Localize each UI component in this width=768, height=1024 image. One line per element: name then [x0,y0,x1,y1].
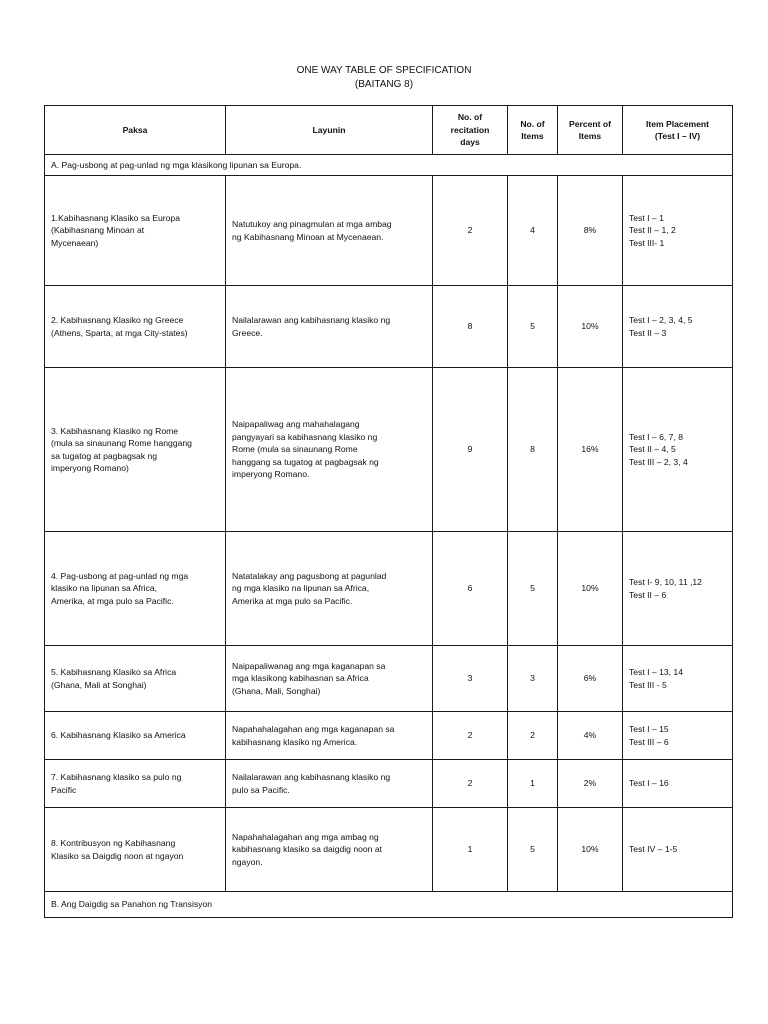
recitation-days-cell: 6 [433,532,508,646]
layunin-cell: Natatalakay ang pagusbong at pagunlad ng mga klasiko na lipunan sa Africa, Amerika at mga pulo sa Pacific. [226,532,433,646]
section-a-label: A. Pag-usbong at pag-unlad ng mga klasikong lipunan sa Europa. [45,155,733,176]
specification-table [44,105,733,918]
placement-cell: Test I – 16 [623,760,733,808]
layunin-cell: Napahahalagahan ang mga kaganapan sa kabihasnang klasiko ng America. [226,712,433,760]
recitation-days-cell: 3 [433,646,508,712]
paksa-cell: 7. Kabihasnang klasiko sa pulo ng Pacific [45,760,226,808]
recitation-days-cell: 2 [433,760,508,808]
paksa-cell: 8. Kontribusyon ng Kabihasnang Klasiko sa Daigdig noon at ngayon [45,808,226,892]
recitation-days-cell: 1 [433,808,508,892]
items-cell: 5 [508,808,558,892]
layunin-cell: Nailalarawan ang kabihasnang klasiko ng Greece. [226,286,433,368]
table-row [45,808,733,892]
layunin-cell: Nailalarawan ang kabihasnang klasiko ng pulo sa Pacific. [226,760,433,808]
table-row [45,646,733,712]
items-cell: 2 [508,712,558,760]
placement-cell: Test I – 13, 14 Test III - 5 [623,646,733,712]
placement-cell: Test IV – 1-5 [623,808,733,892]
percent-cell: 6% [558,646,623,712]
header-item-placement: Item Placement (Test I – IV) [623,106,733,155]
percent-cell: 2% [558,760,623,808]
section-row-b [45,892,733,918]
layunin-cell: Naipapaliwanag ang mga kaganapan sa mga klasikong kabihasnan sa Africa (Ghana, Mali, Songhai) [226,646,433,712]
items-cell: 1 [508,760,558,808]
percent-cell: 10% [558,808,623,892]
percent-cell: 10% [558,286,623,368]
percent-cell: 8% [558,176,623,286]
paksa-cell: 6. Kabihasnang Klasiko sa America [45,712,226,760]
percent-cell: 4% [558,712,623,760]
items-cell: 8 [508,368,558,532]
layunin-cell: Natutukoy ang pinagmulan at mga ambag ng Kabihasnang Minoan at Mycenaean. [226,176,433,286]
section-row-a [45,155,733,176]
header-percent-of-items: Percent of Items [558,106,623,155]
header-no-of-items: No. of Items [508,106,558,155]
document-title: ONE WAY TABLE OF SPECIFICATION [296,65,472,76]
recitation-days-cell: 2 [433,712,508,760]
placement-cell: Test I- 9, 10, 11 ,12 Test II – 6 [623,532,733,646]
items-cell: 3 [508,646,558,712]
table-header-row [45,106,733,155]
placement-cell: Test I – 2, 3, 4, 5 Test II – 3 [623,286,733,368]
recitation-days-cell: 2 [433,176,508,286]
percent-cell: 16% [558,368,623,532]
header-paksa: Paksa [45,106,226,155]
items-cell: 5 [508,532,558,646]
table-row [45,760,733,808]
recitation-days-cell: 8 [433,286,508,368]
table-row [45,712,733,760]
placement-cell: Test I – 6, 7, 8 Test II – 4, 5 Test III – 2, 3, 4 [623,368,733,532]
items-cell: 4 [508,176,558,286]
section-b-label: B. Ang Daigdig sa Panahon ng Transisyon [45,892,733,918]
paksa-cell: 4. Pag-usbong at pag-unlad ng mga klasiko na lipunan sa Africa, Amerika, at mga pulo sa Pacific. [45,532,226,646]
table-row [45,176,733,286]
paksa-cell: 3. Kabihasnang Klasiko ng Rome (mula sa sinaunang Rome hanggang sa tugatog at pagbagsak ng imperyong Romano) [45,368,226,532]
paksa-cell: 2. Kabihasnang Klasiko ng Greece (Athens, Sparta, at mga City-states) [45,286,226,368]
table-row [45,532,733,646]
document-subtitle: (BAITANG 8) [354,79,414,90]
layunin-cell: Napahahalagahan ang mga ambag ng kabihasnang klasiko sa daigdig noon at ngayon. [226,808,433,892]
placement-cell: Test I – 1 Test II – 1, 2 Test III- 1 [623,176,733,286]
table-row [45,286,733,368]
percent-cell: 10% [558,532,623,646]
header-recitation-days: No. of recitation days [433,106,508,155]
recitation-days-cell: 9 [433,368,508,532]
paksa-cell: 1.Kabihasnang Klasiko sa Europa (Kabihasnang Minoan at Mycenaean) [45,176,226,286]
header-layunin: Layunin [226,106,433,155]
layunin-cell: Naipapaliwag ang mahahalagang pangyayari sa kabihasnang klasiko ng Rome (mula sa sinaunang Rome hanggang sa tugatog at pagbagsak ng imperyong Romano. [226,368,433,532]
table-row [45,368,733,532]
items-cell: 5 [508,286,558,368]
paksa-cell: 5. Kabihasnang Klasiko sa Africa (Ghana, Mali at Songhai) [45,646,226,712]
placement-cell: Test I – 15 Test III – 6 [623,712,733,760]
document-title-block [0,64,768,92]
